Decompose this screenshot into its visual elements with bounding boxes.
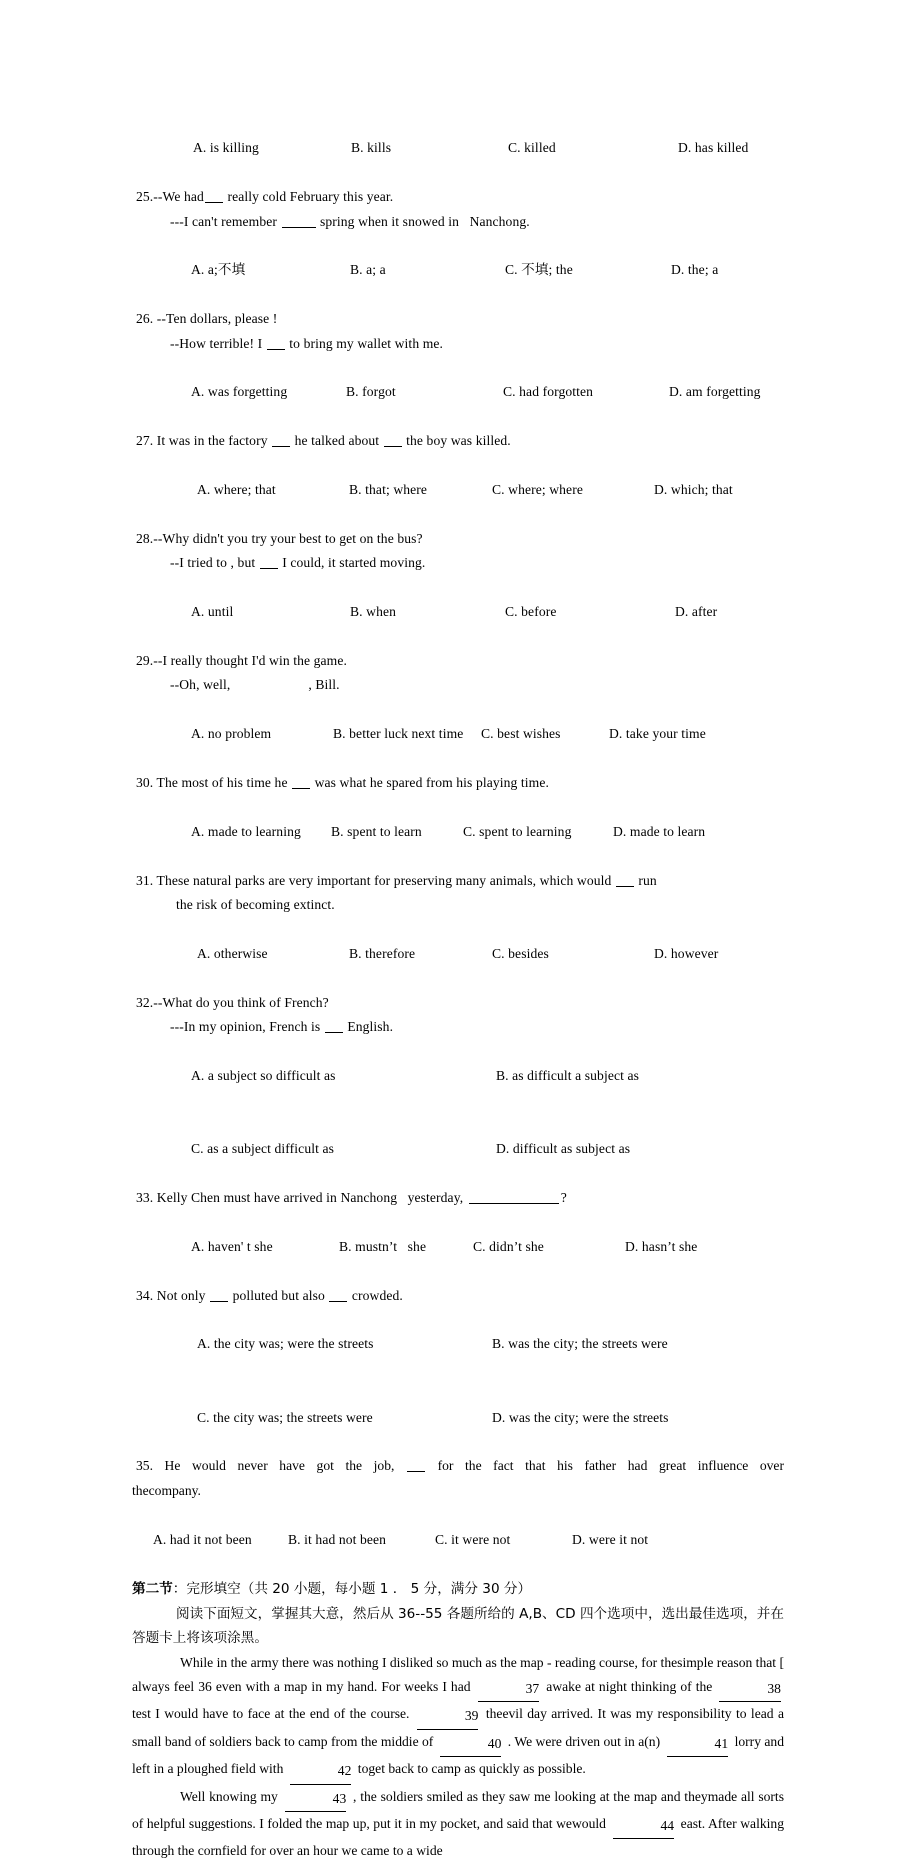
question-31-options-row (136, 917, 784, 990)
option-b[interactable]: B. therefore (349, 945, 416, 961)
option-b[interactable]: B. as difficult a subject as (496, 1067, 639, 1083)
option-d[interactable]: D. am forgetting (669, 384, 761, 400)
question-27-options-row (136, 454, 784, 527)
question-27-stem-a: 27. It was in the factory (136, 433, 268, 449)
cloze-paragraph-1 (132, 1651, 784, 1785)
option-d[interactable]: D. made to learn (613, 823, 706, 839)
blank-input[interactable] (325, 1032, 343, 1033)
question-32-sub-pre: ---In my opinion, French is (170, 1019, 321, 1035)
option-c[interactable]: C. the city was; the streets were (197, 1409, 373, 1425)
question-27-stem (136, 429, 784, 453)
option-b[interactable]: B. better luck next time (333, 726, 464, 742)
option-a[interactable]: A. is killing (193, 140, 259, 156)
cloze-blank-40[interactable]: 40 (440, 1732, 502, 1757)
section-two-instruction: 阅读下面短文，掌握其大意，然后从 36--55 各题所给的 A,B、CD 四个选项中，选出最佳选项，并在答题卡上将该项涂黑。 (132, 1605, 784, 1647)
blank-input[interactable] (407, 1471, 425, 1472)
option-d[interactable]: D. hasn’t she (625, 1238, 698, 1254)
blank-input[interactable] (272, 446, 290, 447)
blank-input[interactable] (260, 568, 278, 569)
question-25-stem-pre: 25.--We had (136, 189, 204, 205)
option-a[interactable]: A. made to learning (191, 823, 301, 839)
question-26-sub (136, 332, 784, 356)
option-d[interactable]: D. which; that (654, 482, 733, 498)
question-32-options-row-2 (136, 1113, 784, 1186)
option-b[interactable]: B. that; where (349, 482, 428, 498)
cloze-blank-43[interactable]: 43 (285, 1787, 347, 1812)
question-32-sub (136, 1015, 784, 1039)
option-c[interactable]: C. before (505, 604, 557, 620)
question-28-stem: 28.--Why didn't you try your best to get on the bus? (136, 530, 423, 546)
cloze-seg-4: theevil day arrived. It was my responsibility to lead a small band of soldiers back to camp from the middie of (132, 1706, 784, 1749)
blank-input[interactable] (282, 227, 316, 228)
question-31-stem-pre: 31. These natural parks are very important for preserving many animals, which would (136, 872, 612, 888)
option-c[interactable]: C. 不填; the (505, 262, 573, 278)
question-31-stem-line2: the risk of becoming extinct. (176, 897, 335, 912)
question-35-stem-pre: 35. He would never have got the job, (136, 1458, 395, 1474)
question-32-stem: 32.--What do you think of French? (136, 994, 329, 1010)
option-a[interactable]: A. haven' t she (191, 1238, 273, 1254)
question-25-sub-pre: ---I can't remember (170, 213, 277, 229)
option-a[interactable]: A. a;不填 (191, 262, 246, 278)
cloze-blank-44[interactable]: 44 (613, 1814, 675, 1839)
option-c[interactable]: C. besides (492, 945, 549, 961)
question-27-stem-c: the boy was killed. (406, 433, 511, 449)
question-29-options-row (136, 698, 784, 771)
question-25-sub-post: spring when it snowed in Nanchong. (320, 213, 530, 229)
question-30-stem (136, 771, 784, 795)
question-29-sub (136, 673, 784, 697)
question-28-sub-post: I could, it started moving. (282, 555, 426, 571)
option-b[interactable]: B. when (350, 604, 397, 620)
cloze-paragraph-2 (132, 1785, 784, 1864)
blank-input[interactable] (616, 886, 634, 887)
question-35-stem-line1 (136, 1454, 784, 1478)
option-b[interactable]: B. kills (351, 140, 392, 156)
question-28-sub-pre: --I tried to , but (170, 555, 256, 571)
option-c[interactable]: C. had forgotten (503, 384, 594, 400)
question-35-stem-post: for the fact that his father had great influence over (437, 1458, 784, 1474)
option-b[interactable]: B. spent to learn (331, 823, 422, 839)
question-25-stem-post: really cold February this year. (227, 189, 394, 205)
question-33-stem-pre: 33. Kelly Chen must have arrived in Nanchong yesterday, (136, 1189, 464, 1205)
option-d[interactable]: D. take your time (609, 726, 706, 742)
cloze-seg-8: Well knowing my (180, 1788, 278, 1804)
question-34-stem-post: crowded. (351, 1287, 403, 1303)
option-a[interactable]: A. a subject so difficult as (191, 1067, 336, 1083)
option-b[interactable]: B. mustn’t she (339, 1238, 427, 1254)
blank-input[interactable] (205, 202, 223, 203)
option-c[interactable]: C. spent to learning (463, 823, 572, 839)
cloze-blank-37[interactable]: 37 (478, 1677, 540, 1702)
question-25-stem (136, 185, 784, 209)
question-31-stem-post: run (638, 872, 657, 888)
blank-input[interactable] (292, 788, 310, 789)
cloze-seg-3: test I would have to face at the end of the course. (132, 1706, 410, 1722)
option-a[interactable]: A. otherwise (197, 945, 268, 961)
option-d[interactable]: D. after (675, 604, 718, 620)
question-27-stem-b: he talked about (294, 433, 380, 449)
question-32-options-row-1 (136, 1039, 784, 1112)
blank-input[interactable] (267, 349, 285, 350)
question-33-options-row (136, 1210, 784, 1283)
cloze-seg-5: . We were driven out in a(n) (507, 1733, 661, 1749)
cloze-blank-41[interactable]: 41 (667, 1732, 729, 1757)
option-d[interactable]: D. has killed (678, 140, 749, 156)
option-a[interactable]: A. was forgetting (191, 384, 288, 400)
question-26-sub-pre: --How terrible! I (170, 335, 263, 351)
question-33-stem-post: ? (560, 1189, 567, 1205)
cloze-seg-7: toget back to camp as quickly as possible. (357, 1761, 586, 1777)
question-25-sub (136, 210, 784, 234)
cloze-blank-39[interactable]: 39 (417, 1704, 479, 1729)
option-a[interactable]: A. the city was; were the streets (197, 1336, 374, 1352)
option-a[interactable]: A. had it not been (153, 1531, 252, 1547)
option-c[interactable]: C. best wishes (481, 726, 561, 742)
cloze-seg-2: awake at night thinking of the (546, 1679, 713, 1694)
blank-input[interactable] (329, 1301, 347, 1302)
question-33-stem (136, 1186, 784, 1210)
blank-input[interactable] (469, 1203, 559, 1204)
question-35-options-row (132, 1503, 784, 1576)
question-31-stem (136, 869, 784, 893)
question-30-stem-post: was what he spared from his playing time. (314, 774, 549, 790)
question-28-options-row (136, 576, 784, 649)
question-26-options-row (136, 356, 784, 429)
blank-input[interactable] (210, 1301, 228, 1302)
blank-input[interactable] (384, 446, 402, 447)
option-b[interactable]: B. it had not been (288, 1531, 387, 1547)
option-d[interactable]: D. was the city; were the streets (492, 1409, 669, 1425)
cloze-blank-38[interactable]: 38 (719, 1677, 781, 1702)
option-c[interactable]: C. killed (508, 140, 556, 156)
cloze-seg-10: east. After walking through the cornfield for over an hour we came to a wide (132, 1816, 785, 1859)
question-29-sub-post: , Bill. (308, 677, 340, 693)
question-29-sub-pre: --Oh, well, (170, 677, 231, 693)
section-two-label-rest: ：完形填空（共 20 小题，每小题 1 ． 5 分，满分 30 分） (172, 1581, 532, 1598)
option-b[interactable]: B. was the city; the streets were (492, 1336, 668, 1352)
question-34-options-row-2 (136, 1381, 784, 1454)
question-26-stem: 26. --Ten dollars, please ! (136, 311, 278, 327)
question-32-sub-post: English. (347, 1019, 394, 1035)
option-d[interactable]: D. however (654, 945, 719, 961)
section-two-heading (132, 1577, 784, 1601)
question-25-options-row (136, 234, 784, 307)
option-c[interactable]: C. it were not (435, 1531, 511, 1547)
option-c[interactable]: C. as a subject difficult as (191, 1141, 334, 1157)
question-28-sub (136, 551, 784, 575)
option-a[interactable]: A. where; that (197, 482, 276, 498)
section-two-label: 第二节 (132, 1581, 173, 1598)
question-34-stem-mid: polluted but also (232, 1287, 325, 1303)
question-34-options-row-1 (136, 1308, 784, 1381)
question-35-stem-line2: thecompany. (132, 1482, 201, 1498)
option-d[interactable]: D. were it not (572, 1531, 649, 1547)
option-c[interactable]: C. didn’t she (473, 1238, 544, 1254)
option-c[interactable]: C. where; where (492, 482, 583, 498)
option-a[interactable]: A. until (191, 604, 234, 620)
question-30-options-row (136, 795, 784, 868)
question-30-stem-pre: 30. The most of his time he (136, 774, 288, 790)
cloze-seg-9: , the soldiers smiled as they saw me looking at the map and theymade all sorts of helpful suggestions. I folded the map up, put it in my pocket, and said that wewould (132, 1788, 784, 1832)
cloze-seg-1: While in the army there was nothing I disliked so much as the map - reading course, for thesimple reason that [ always feel 36 even with a map in my hand. For weeks I had (132, 1654, 784, 1694)
question-34-stem (136, 1284, 784, 1308)
question-29-stem: 29.--I really thought I'd win the game. (136, 652, 347, 668)
page-content (132, 112, 785, 1864)
option-d[interactable]: D. difficult as subject as (496, 1141, 631, 1157)
question-34-stem-pre: 34. Not only (136, 1287, 206, 1303)
option-b[interactable]: B. forgot (346, 384, 396, 400)
cloze-seg-6: lorry and left in a ploughed field with (132, 1733, 785, 1777)
option-b[interactable]: B. a; a (350, 262, 386, 278)
option-d[interactable]: D. the; a (671, 262, 719, 278)
option-a[interactable]: A. no problem (191, 726, 272, 742)
question-24-options-row (136, 112, 784, 185)
question-26-sub-post: to bring my wallet with me. (289, 335, 444, 351)
cloze-blank-42[interactable]: 42 (290, 1759, 352, 1784)
